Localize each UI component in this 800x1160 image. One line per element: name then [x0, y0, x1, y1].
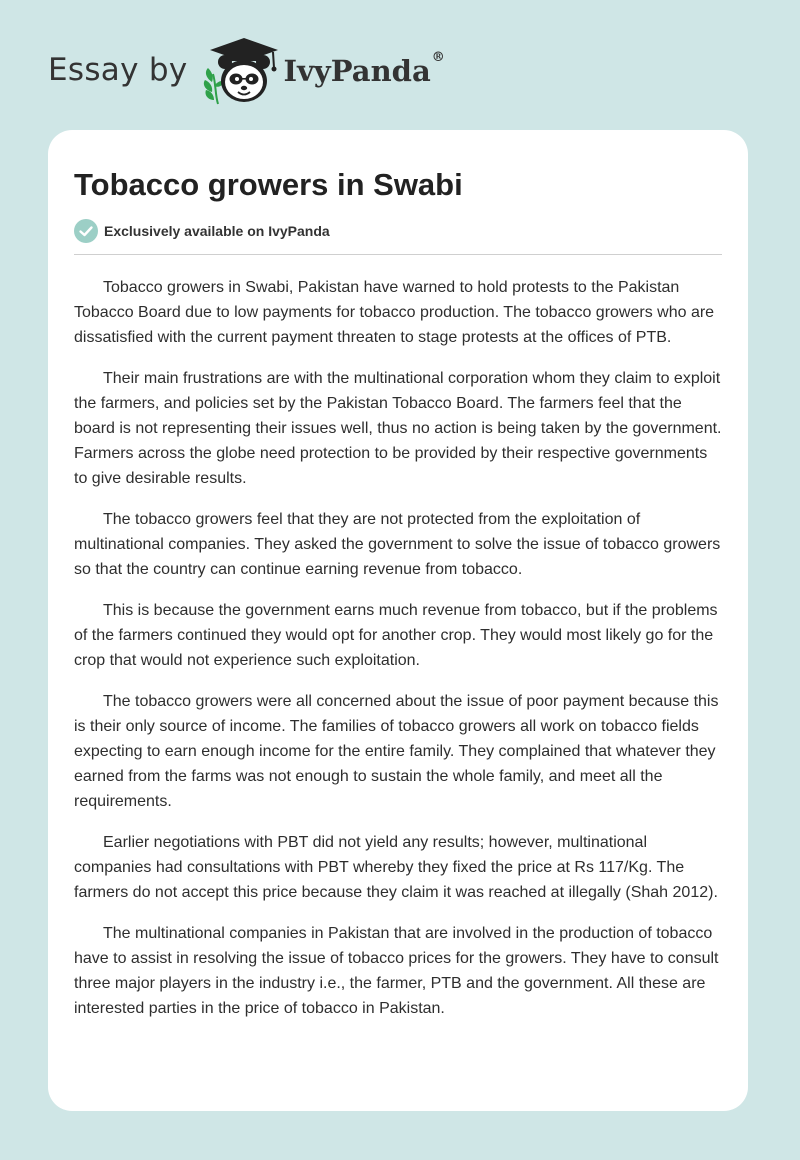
essay-card	[48, 130, 748, 1111]
exclusive-badge-text: Exclusively available on IvyPanda	[104, 223, 330, 239]
site-header	[48, 34, 445, 110]
registered-mark: ®	[431, 50, 445, 65]
essay-paragraph: This is because the government earns much revenue from tobacco, but if the problems of the farmers continued they would opt for another crop. They would most likely go for the crop that would not experience such exploitation.	[74, 602, 718, 669]
page-title: Tobacco growers in Swabi	[74, 167, 463, 202]
check-circle-icon	[74, 219, 98, 243]
panda-graduate-logo-icon	[200, 34, 282, 110]
essay-paragraph: The tobacco growers were all concerned about the issue of poor payment because this is their only source of income. The families of tobacco growers all work on tobacco fields expecting to earn enough income for the entire family. They complained that whatever they earned from the farms was not enough to sustain the whole family, and meet all the requirements.	[74, 693, 719, 810]
essay-paragraph: The multinational companies in Pakistan that are involved in the production of tobacco have to assist in resolving the issue of tobacco prices for the growers. They have to consult three major players in the industry i.e., the farmer, PTB and the government. All these are interested parties in the price of tobacco in Pakistan.	[74, 925, 719, 1017]
essay-paragraph: Tobacco growers in Swabi, Pakistan have warned to hold protests to the Pakistan Tobacco Board due to low payments for tobacco production. The tobacco growers who are dissatisfied with the current payment threaten to stage protests at the offices of PTB.	[74, 279, 715, 346]
exclusive-badge	[74, 218, 722, 244]
brand-name	[283, 50, 445, 88]
title-divider	[74, 254, 722, 255]
essay-body	[74, 275, 722, 1021]
essay-paragraph: Earlier negotiations with PBT did not yield any results; however, multinational companies had consultations with PBT whereby they fixed the price at Rs 117/Kg. The farmers do not accept this price because they claim it was reached at illegally (Shah 2012).	[74, 834, 718, 901]
essay-paragraph: The tobacco growers feel that they are not protected from the exploitation of multinational companies. They asked the government to solve the issue of tobacco growers so that the country can continue earning revenue from tobacco.	[74, 511, 721, 578]
brand-prefix: Essay by	[48, 52, 188, 88]
brand-name-text: IvyPanda	[283, 54, 431, 88]
essay-paragraph: Their main frustrations are with the multinational corporation whom they claim to exploit the farmers, and policies set by the Pakistan Tobacco Board. The farmers feel that the board is not representing their issues well, thus no action is being taken by the government. Farmers across the globe need protection to be provided by their respective governments to give desirable results.	[74, 370, 722, 487]
